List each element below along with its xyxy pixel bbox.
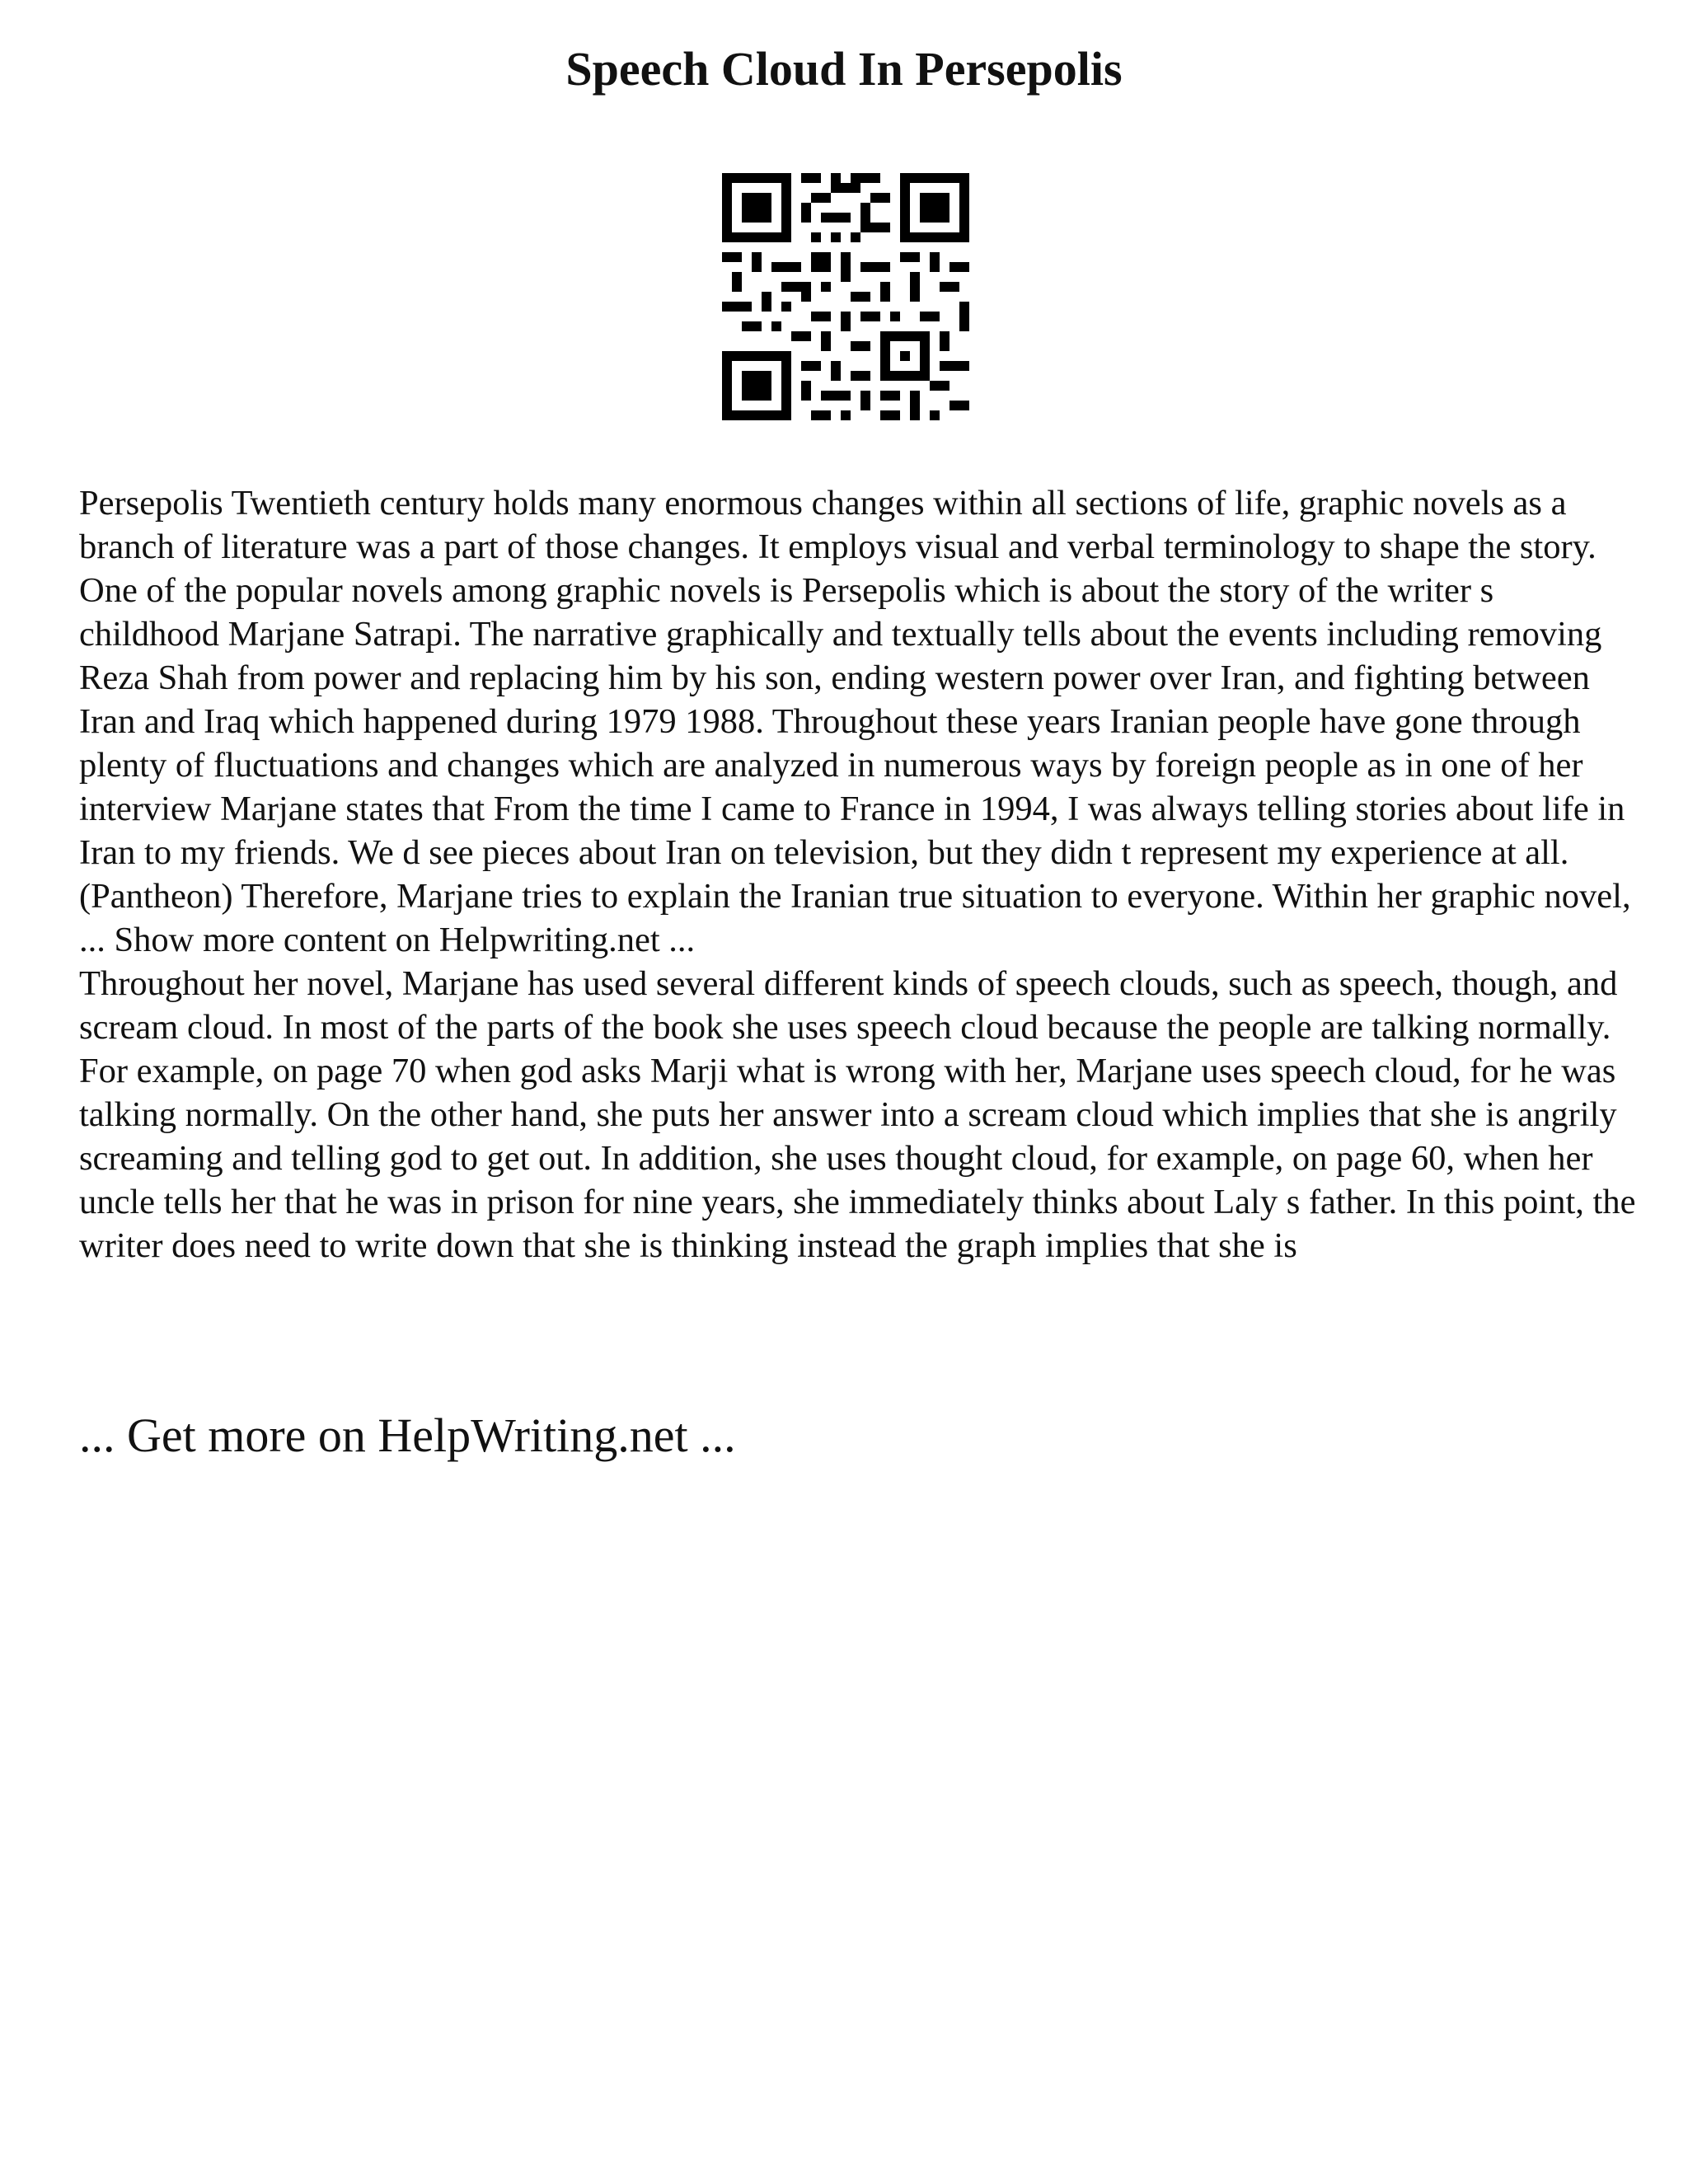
document-body xyxy=(79,481,1637,1268)
document-title: Speech Cloud In Persepolis xyxy=(565,42,1123,96)
paragraph: Throughout her novel, Marjane has used several different kinds of speech clouds, such as speech, though, and scream cloud. In most of the parts of the book she uses speech cloud because the people are talking normally. For example, on page 70 when god asks Marji what is wrong with her, Marjane uses speech cloud, for he was talking normally. On the other hand, she puts her answer into a scream cloud which implies that she is angrily screaming and telling god to get out. In addition, she uses thought cloud, for example, on page 60, when her uncle tells her that he was in prison for nine years, she immediately thinks about Laly s father. In this point, the writer does need to write down that she is thinking instead the graph implies that she is xyxy=(79,964,1636,1265)
get-more-link[interactable]: ... Get more on HelpWriting.net ... xyxy=(79,1408,736,1462)
qr-code-icon xyxy=(722,173,969,420)
paragraph: Persepolis Twentieth century holds many enormous changes within all sections of life, graphic novels as a branch of literature was a part of those changes. It employs visual and verbal terminology to shape the story. One of the popular novels among graphic novels is Persepolis which is about the story of the writer s childhood Marjane Satrapi. The narrative graphically and textually tells about the events including removing Reza Shah from power and replacing him by his son, ending western power over Iran, and fighting between Iran and Iraq which happened during 1979 1988. Throughout these years Iranian people have gone through plenty of fluctuations and changes which are analyzed in numerous ways by foreign people as in one of her interview Marjane states that From the time I came to France in 1994, I was always telling stories about life in Iran to my friends. We d see pieces about Iran on television, but they didn t represent my experience at all. (Pantheon) Therefore, Marjane tries to explain the Iranian true situation to everyone. Within her graphic novel, ... Show more content on Helpwriting.net ... xyxy=(79,484,1631,959)
